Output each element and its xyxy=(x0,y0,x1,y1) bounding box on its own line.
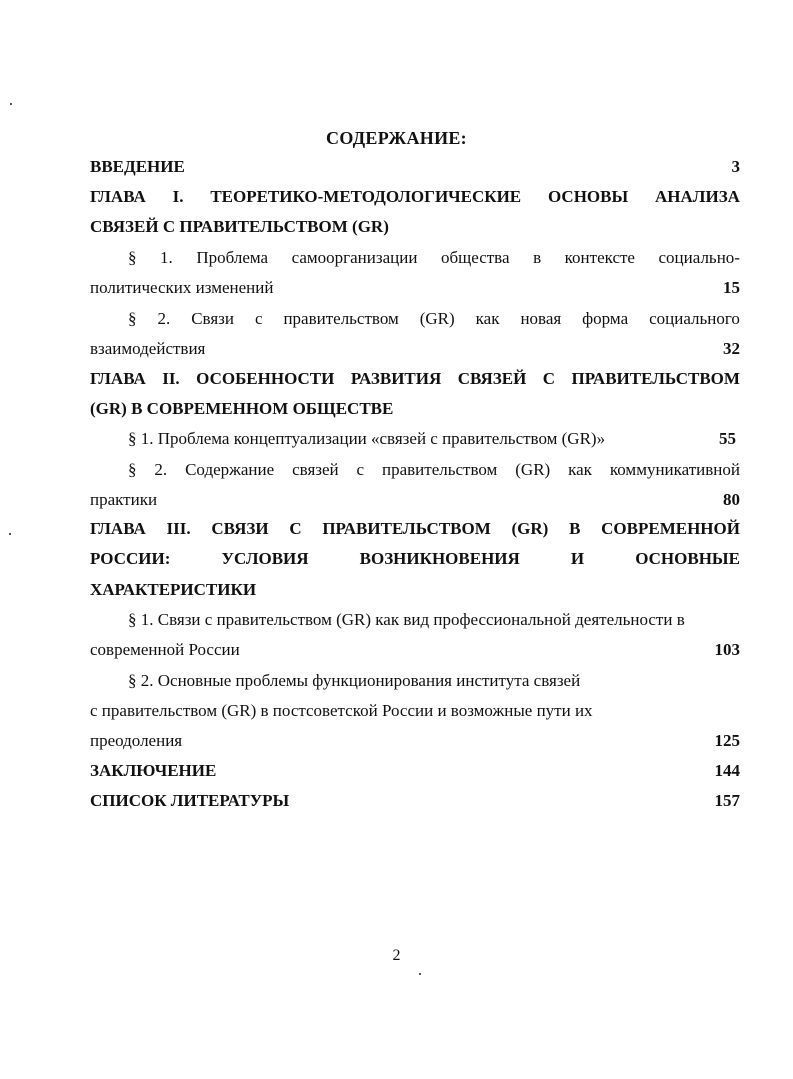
word: Связи xyxy=(191,309,234,328)
word: в xyxy=(533,248,542,267)
word: социального xyxy=(649,309,740,328)
word: правительством xyxy=(382,460,498,479)
toc-ch3-s2-text: преодоления xyxy=(90,731,183,750)
toc-ch3-s2-line2: с правительством (GR) в постсоветской России и возможные пути их xyxy=(90,701,593,720)
word: ПРАВИТЕЛЬСТВОМ xyxy=(322,519,491,538)
word: II. xyxy=(162,369,180,388)
toc-ch3-s1-text: современной России xyxy=(90,640,240,659)
word: ТЕОРЕТИКО-МЕТОДОЛОГИЧЕСКИЕ xyxy=(210,187,522,206)
toc-ch1-heading-line1 xyxy=(90,186,740,208)
word: В xyxy=(569,519,581,538)
word: ПРАВИТЕЛЬСТВОМ xyxy=(571,369,740,388)
toc-ch2-s2-line2 xyxy=(90,489,740,511)
toc-ch2-s2-line1 xyxy=(128,459,740,481)
toc-ch1-s1-page: 15 xyxy=(723,278,740,297)
toc-ch2-s1-text: § 1. Проблема концептуализации «связей с правительством (GR)» xyxy=(128,429,606,448)
toc-ch1-s2-line2 xyxy=(90,338,740,360)
word: ГЛАВА xyxy=(90,187,146,206)
toc-ch3-heading-line1 xyxy=(90,518,740,540)
toc-bibliography-label: СПИСОК ЛИТЕРАТУРЫ xyxy=(90,791,290,810)
toc-ch3-s2-page: 125 xyxy=(714,731,740,750)
toc-ch1-s2-page: 32 xyxy=(723,339,740,358)
word: коммуникативной xyxy=(609,460,740,479)
word: § xyxy=(128,309,137,328)
word: с xyxy=(254,309,263,328)
toc-ch3-s1-line2 xyxy=(90,639,740,661)
word: СВЯЗЕЙ xyxy=(457,369,527,388)
page-number: 2 xyxy=(392,947,401,964)
word: С xyxy=(542,369,556,388)
toc-ch2-s1-page: 55 xyxy=(719,429,736,448)
toc-ch1-s2-text: взаимодействия xyxy=(90,339,206,358)
word: I. xyxy=(172,187,184,206)
word: Содержание xyxy=(185,460,275,479)
word: УСЛОВИЯ xyxy=(221,549,309,568)
toc-ch1-s1-text: политических изменений xyxy=(90,278,274,297)
word: Проблема xyxy=(196,248,269,267)
word: § xyxy=(128,248,137,267)
word: новая xyxy=(520,309,562,328)
word: как xyxy=(568,460,592,479)
word: (GR) xyxy=(515,460,551,479)
word: ВОЗНИКНОВЕНИЯ xyxy=(359,549,520,568)
word: § xyxy=(128,460,137,479)
word: ОСНОВЫ xyxy=(548,187,629,206)
word: И xyxy=(570,549,585,568)
word: 2. xyxy=(154,460,168,479)
toc-title: СОДЕРЖАНИЕ: xyxy=(326,128,467,148)
toc-conclusion-label: ЗАКЛЮЧЕНИЕ xyxy=(90,761,217,780)
toc-ch3-s2-line3 xyxy=(90,730,740,752)
word: правительством xyxy=(283,309,399,328)
word: РОССИИ: xyxy=(90,549,171,568)
toc-entry-intro xyxy=(90,156,740,178)
word: (GR) xyxy=(419,309,455,328)
word: ГЛАВА xyxy=(90,369,146,388)
toc-entry-conclusion xyxy=(90,760,740,782)
toc-conclusion-page: 144 xyxy=(714,761,740,780)
toc-ch3-heading-line3: ХАРАКТЕРИСТИКИ xyxy=(90,580,257,599)
word: общества xyxy=(440,248,510,267)
word: АНАЛИЗА xyxy=(655,187,740,206)
word: ОСОБЕННОСТИ xyxy=(196,369,335,388)
word: (GR) xyxy=(511,519,549,538)
toc-ch1-s1-line2 xyxy=(90,277,740,299)
toc-ch2-heading-line2: (GR) В СОВРЕМЕННОМ ОБЩЕСТВЕ xyxy=(90,399,394,418)
toc-bibliography-page: 157 xyxy=(714,791,740,810)
word: как xyxy=(475,309,500,328)
toc-intro-page: 3 xyxy=(731,157,740,176)
word: ГЛАВА xyxy=(90,519,146,538)
toc-entry-bibliography xyxy=(90,790,740,812)
toc-ch2-s2-page: 80 xyxy=(723,490,740,509)
toc-ch1-s2-line1 xyxy=(128,308,740,330)
word: ОСНОВНЫЕ xyxy=(635,549,740,568)
toc-ch3-s1-page: 103 xyxy=(714,640,740,659)
word: форма xyxy=(582,309,629,328)
toc-ch3-s1-line1: § 1. Связи с правительством (GR) как вид профессиональной деятельности в xyxy=(128,610,685,629)
word: контексте xyxy=(564,248,635,267)
word: СВЯЗИ xyxy=(211,519,269,538)
word: РАЗВИТИЯ xyxy=(350,369,442,388)
toc-ch2-s1 xyxy=(128,428,740,450)
toc-intro-label: ВВЕДЕНИЕ xyxy=(90,157,185,176)
scan-speck xyxy=(9,533,11,535)
word: социально- xyxy=(658,248,740,267)
toc-ch1-s1-line1 xyxy=(128,247,740,269)
toc-ch3-heading-line2 xyxy=(90,548,740,570)
word: связей xyxy=(292,460,339,479)
word: III. xyxy=(166,519,191,538)
toc-ch1-heading-line2: СВЯЗЕЙ С ПРАВИТЕЛЬСТВОМ (GR) xyxy=(90,217,389,236)
toc-ch2-heading-line1 xyxy=(90,368,740,390)
toc-ch2-s2-text: практики xyxy=(90,490,158,509)
scan-speck xyxy=(419,973,421,975)
word: самоорганизации xyxy=(291,248,418,267)
word: 1. xyxy=(160,248,173,267)
word: с xyxy=(356,460,365,479)
scan-speck xyxy=(10,103,12,105)
toc-ch3-s2-line1: § 2. Основные проблемы функционирования института связей xyxy=(128,671,581,690)
word: СОВРЕМЕННОЙ xyxy=(601,519,740,538)
word: 2. xyxy=(157,309,171,328)
word: С xyxy=(289,519,302,538)
